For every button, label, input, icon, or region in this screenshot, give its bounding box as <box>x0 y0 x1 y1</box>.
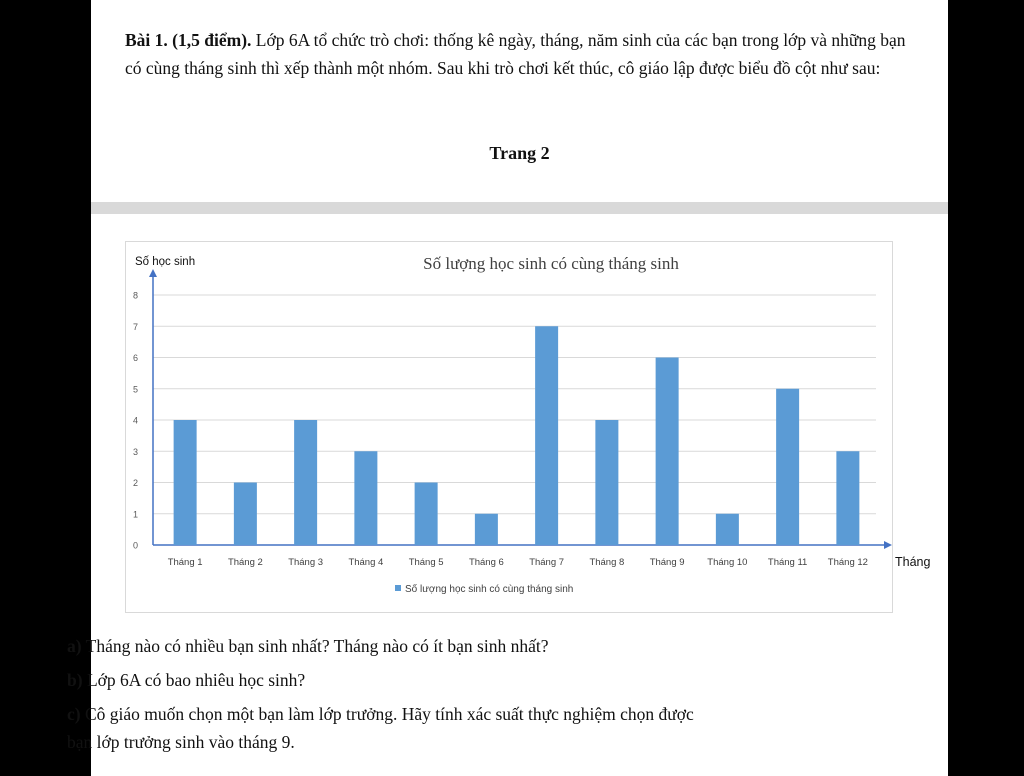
y-tick-label: 0 <box>132 540 138 551</box>
y-tick-label: 6 <box>132 353 138 363</box>
bar <box>535 326 558 545</box>
chart-title: Số lượng học sinh có cùng tháng sinh <box>423 254 679 273</box>
question-b <box>67 666 837 694</box>
problem-statement <box>125 26 925 82</box>
x-tick-label: Tháng 11 <box>767 557 808 568</box>
legend-label: Số lượng học sinh có cùng tháng sinh <box>405 584 574 595</box>
bar <box>294 420 317 545</box>
problem-text: Lớp 6A tổ chức trò chơi: thống kê ngày, tháng, năm sinh của các bạn trong lớp và những bạn có cùng tháng sinh thì xếp thành một nhóm. Sau khi trò chơi kết thúc, cô giáo lập được biểu đồ cột như sau: <box>125 30 906 78</box>
question-b-text: Lớp 6A có bao nhiêu học sinh? <box>86 670 306 690</box>
bar <box>716 514 739 545</box>
bar <box>595 420 618 545</box>
x-tick-label: Tháng 1 <box>167 557 203 568</box>
x-tick-label: Tháng 8 <box>589 557 625 568</box>
question-c-continuation: bạn lớp trưởng sinh vào tháng 9. <box>67 732 295 752</box>
x-tick-label: Tháng 9 <box>649 557 685 568</box>
x-tick-label: Tháng 10 <box>707 557 748 568</box>
x-tick-label: Tháng 7 <box>529 557 565 568</box>
x-axis-arrow <box>884 541 892 549</box>
y-tick-label: 1 <box>132 509 138 520</box>
x-tick-label: Tháng 2 <box>227 557 263 568</box>
question-b-label: b) <box>67 670 83 690</box>
questions-section <box>67 632 837 762</box>
legend-swatch <box>395 585 401 591</box>
y-axis-label: Số học sinh <box>135 256 196 268</box>
question-a <box>67 632 837 660</box>
bar <box>174 420 197 545</box>
x-tick-label: Tháng 5 <box>408 557 444 568</box>
y-tick-label: 4 <box>132 415 138 426</box>
page-top-section <box>91 0 948 202</box>
y-tick-label: 2 <box>132 478 138 488</box>
question-a-label: a) <box>67 636 82 656</box>
question-a-text: Tháng nào có nhiều bạn sinh nhất? Tháng nào có ít bạn sinh nhất? <box>85 636 549 656</box>
bar <box>836 451 859 545</box>
x-tick-label: Tháng 12 <box>827 557 868 568</box>
bar <box>415 483 438 546</box>
y-tick-label: 7 <box>132 321 138 332</box>
question-c <box>67 700 837 756</box>
x-tick-label: Tháng 4 <box>348 557 384 568</box>
question-c-text: Cô giáo muốn chọn một bạn làm lớp trưởng. Hãy tính xác suất thực nghiệm chọn được <box>84 704 694 724</box>
bar <box>776 389 799 545</box>
problem-points: (1,5 điểm). <box>172 30 252 50</box>
y-tick-label: 3 <box>132 446 138 457</box>
x-tick-label: Tháng 6 <box>468 557 504 568</box>
bar <box>475 514 498 545</box>
x-axis-label: Tháng <box>895 555 931 569</box>
problem-label: Bài 1. <box>125 30 168 50</box>
question-c-label: c) <box>67 704 81 724</box>
y-tick-label: 8 <box>132 290 138 301</box>
bar <box>656 358 679 546</box>
page-separator <box>91 202 948 214</box>
bar <box>354 451 377 545</box>
bar <box>234 483 257 546</box>
x-tick-label: Tháng 3 <box>288 557 324 568</box>
y-axis-arrow <box>149 269 157 277</box>
page-label: Trang 2 <box>489 143 550 163</box>
y-tick-label: 5 <box>132 384 138 395</box>
bar-chart <box>91 241 948 621</box>
